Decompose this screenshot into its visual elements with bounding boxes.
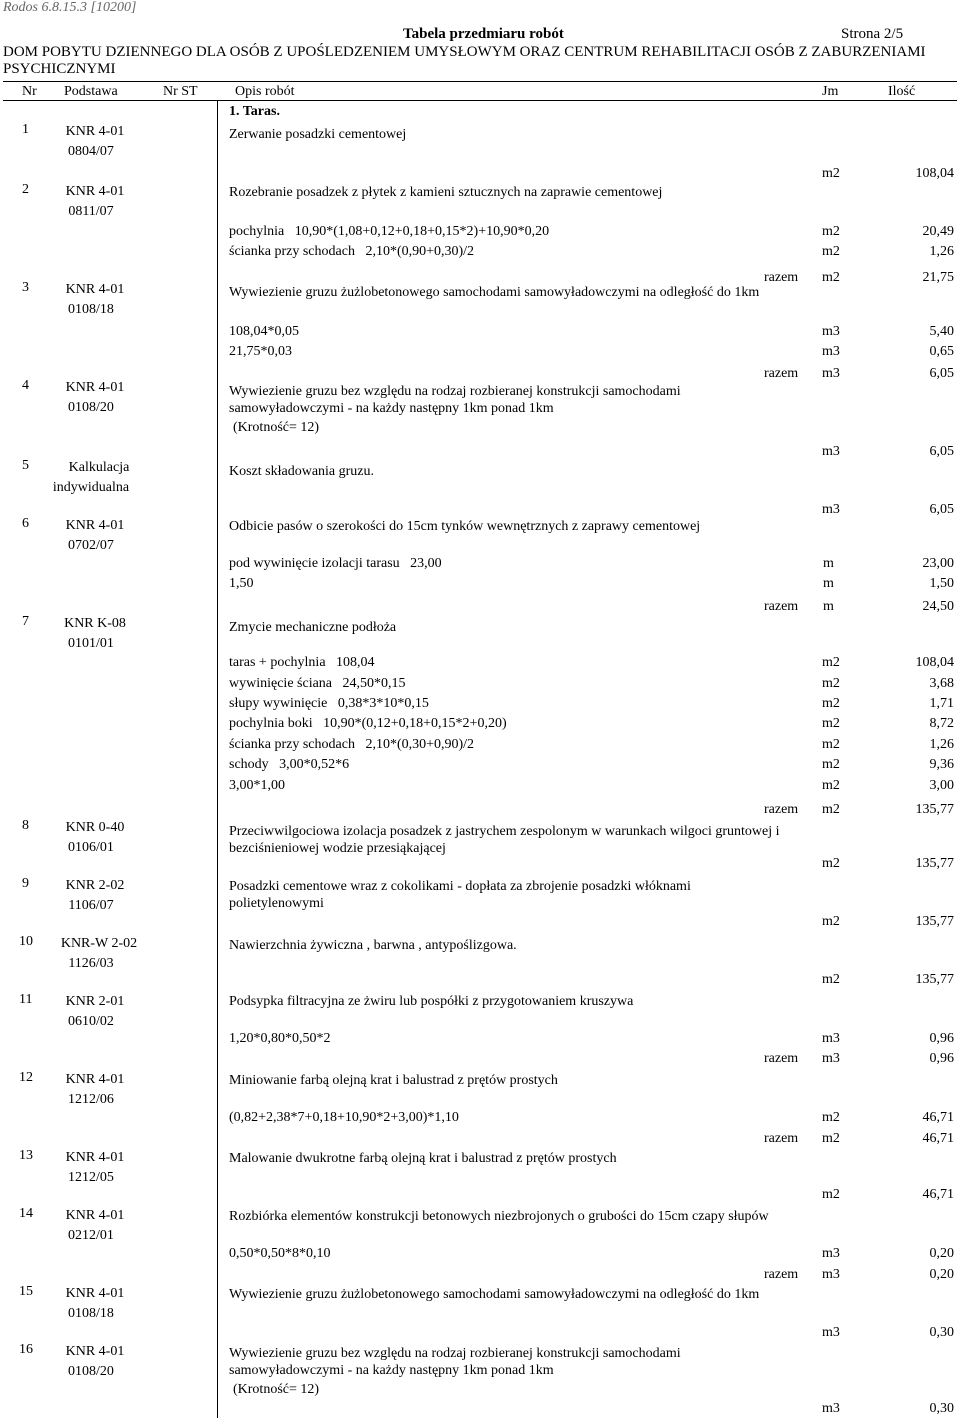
row-description: Posadzki cementowe wraz z cokolikami - dopłata za zbrojenie posadzki włóknami polietylenowymi bbox=[229, 879, 691, 911]
row-number: 3 bbox=[22, 280, 29, 295]
measurement-line: (0,82+2,38*7+0,18+10,90*2+3,00)*1,10 bbox=[229, 1110, 459, 1125]
unit: m3 bbox=[822, 502, 840, 517]
row-description: Odbicie pasów o szerokości do 15cm tynków wewnętrznych z zaprawy cementowej bbox=[229, 519, 701, 534]
page-number: Strona 2/5 bbox=[841, 26, 904, 42]
quantity: 135,77 bbox=[915, 802, 954, 817]
col-header-nr: Nr bbox=[22, 84, 37, 99]
row-basis-code: KNR 4-01 bbox=[65, 1286, 125, 1301]
row-number: 4 bbox=[22, 378, 29, 393]
row-basis-number: 1126/03 bbox=[68, 956, 114, 971]
measurement-line: ścianka przy schodach 2,10*(0,30+0,90)/2 bbox=[229, 737, 475, 752]
measurement-line: wywinięcie ściana 24,50*0,15 bbox=[229, 676, 406, 691]
unit: m3 bbox=[822, 344, 840, 359]
col-header-podstawa: Podstawa bbox=[64, 84, 118, 99]
row-description: Wywiezienie gruzu żużlobetonowego samochodami samowyładowczymi na odległość do 1km bbox=[229, 1287, 760, 1302]
row-basis-code: KNR 4-01 bbox=[65, 184, 125, 199]
header-bottom-rule bbox=[3, 100, 957, 101]
col-header-jm: Jm bbox=[822, 84, 839, 99]
measurement-line: pochylnia 10,90*(1,08+0,12+0,18+0,15*2)+10,90*0,20 bbox=[229, 224, 550, 239]
row-basis-number: 0610/02 bbox=[68, 1014, 114, 1029]
quantity: 6,05 bbox=[929, 444, 954, 459]
measurement-line: pod wywinięcie izolacji tarasu 23,00 bbox=[229, 556, 442, 571]
unit: m bbox=[823, 576, 834, 591]
col-header-nrst: Nr ST bbox=[163, 84, 198, 99]
unit: m2 bbox=[822, 737, 840, 752]
quantity: 1,50 bbox=[929, 576, 954, 591]
row-basis-code: KNR 2-01 bbox=[65, 994, 125, 1009]
row-description: Zerwanie posadzki cementowej bbox=[229, 127, 407, 142]
measurement-line: 1,50 bbox=[229, 576, 254, 591]
quantity: 108,04 bbox=[915, 166, 954, 181]
measurement-line: (Krotność= 12) bbox=[233, 420, 320, 435]
row-basis-number: 0101/01 bbox=[68, 636, 114, 651]
quantity: 8,72 bbox=[929, 716, 954, 731]
measurement-line: 1,20*0,80*0,50*2 bbox=[229, 1031, 331, 1046]
quantity: 0,30 bbox=[929, 1401, 954, 1416]
quantity: 24,50 bbox=[922, 599, 954, 614]
row-basis-number: 1212/05 bbox=[68, 1170, 114, 1185]
row-number: 2 bbox=[22, 182, 29, 197]
quantity: 0,65 bbox=[929, 344, 954, 359]
subtotal-label: razem bbox=[764, 599, 799, 614]
measurement-line: 108,04*0,05 bbox=[229, 324, 299, 339]
row-description: Zmycie mechaniczne podłoża bbox=[229, 620, 397, 635]
subtotal-label: razem bbox=[764, 366, 799, 381]
quantity: 0,20 bbox=[929, 1267, 954, 1282]
row-number: 5 bbox=[22, 458, 29, 473]
quantity: 46,71 bbox=[922, 1110, 954, 1125]
document-title: Tabela przedmiaru robót bbox=[403, 26, 564, 42]
row-description: Wywiezienie gruzu żużlobetonowego samochodami samowyładowczymi na odległość do 1km bbox=[229, 285, 760, 300]
quantity: 20,49 bbox=[922, 224, 954, 239]
unit: m2 bbox=[822, 1110, 840, 1125]
unit: m2 bbox=[822, 655, 840, 670]
subtotal-label: razem bbox=[764, 270, 799, 285]
measurement-line: 3,00*1,00 bbox=[229, 778, 285, 793]
measurement-line: pochylnia boki 10,90*(0,12+0,18+0,15*2+0,20) bbox=[229, 716, 507, 731]
row-number: 9 bbox=[22, 876, 29, 891]
measurement-line: taras + pochylnia 108,04 bbox=[229, 655, 375, 670]
col-header-opis: Opis robót bbox=[235, 84, 295, 99]
header-top-rule bbox=[3, 81, 957, 82]
row-basis-code: KNR 4-01 bbox=[65, 1344, 125, 1359]
row-basis-code: KNR 2-02 bbox=[65, 878, 125, 893]
row-basis-number: 1106/07 bbox=[68, 898, 114, 913]
unit: m2 bbox=[822, 270, 840, 285]
quantity: 5,40 bbox=[929, 324, 954, 339]
column-separator bbox=[217, 100, 218, 1418]
row-basis-number: 0702/07 bbox=[68, 538, 114, 553]
row-number: 6 bbox=[22, 516, 29, 531]
row-basis-number: 0106/01 bbox=[68, 840, 114, 855]
row-basis-number: 0108/20 bbox=[68, 400, 114, 415]
unit: m3 bbox=[822, 1246, 840, 1261]
unit: m3 bbox=[822, 1325, 840, 1340]
row-basis-number: 0811/07 bbox=[68, 204, 114, 219]
unit: m3 bbox=[822, 366, 840, 381]
quantity: 0,96 bbox=[929, 1031, 954, 1046]
row-basis-code: KNR 4-01 bbox=[65, 1150, 125, 1165]
row-number: 1 bbox=[22, 122, 29, 137]
row-basis-code: KNR 4-01 bbox=[65, 380, 125, 395]
row-description: Podsypka filtracyjna ze żwiru lub pospółki z przygotowaniem kruszywa bbox=[229, 994, 634, 1009]
unit: m2 bbox=[822, 778, 840, 793]
measurement-line: słupy wywinięcie 0,38*3*10*0,15 bbox=[229, 696, 429, 711]
unit: m3 bbox=[822, 1031, 840, 1046]
row-number: 16 bbox=[19, 1342, 33, 1357]
quantity: 1,71 bbox=[929, 696, 954, 711]
row-description: Wywiezienie gruzu bez względu na rodzaj rozbieranej konstrukcji samochodami samowyładowczymi - na każdy następny 1km ponad 1km bbox=[229, 384, 681, 416]
row-description: Rozebranie posadzek z płytek z kamieni sztucznych na zaprawie cementowej bbox=[229, 185, 663, 200]
measurement-line: ścianka przy schodach 2,10*(0,90+0,30)/2 bbox=[229, 244, 475, 259]
row-basis-number: 0108/20 bbox=[68, 1364, 114, 1379]
row-description: Przeciwwilgociowa izolacja posadzek z jastrychem zespolonym w warunkach wilgoci gruntowej i bezciśnieniowej wodzie przesiąkającej bbox=[229, 824, 780, 856]
quantity: 135,77 bbox=[915, 856, 954, 871]
row-basis-code: KNR 4-01 bbox=[65, 124, 125, 139]
quantity: 135,77 bbox=[915, 972, 954, 987]
measurement-line: (Krotność= 12) bbox=[233, 1382, 320, 1397]
row-number: 14 bbox=[19, 1206, 33, 1221]
row-number: 7 bbox=[22, 614, 29, 629]
unit: m2 bbox=[822, 716, 840, 731]
unit: m2 bbox=[822, 914, 840, 929]
quantity: 1,26 bbox=[929, 244, 954, 259]
unit: m2 bbox=[822, 1187, 840, 1202]
row-description: Malowanie dwukrotne farbą olejną krat i balustrad z prętów prostych bbox=[229, 1151, 617, 1166]
quantity: 9,36 bbox=[929, 757, 954, 772]
row-basis-number: 1212/06 bbox=[68, 1092, 114, 1107]
row-description: Nawierzchnia żywiczna , barwna , antypoślizgowa. bbox=[229, 938, 517, 953]
row-basis-number: indywidualna bbox=[52, 480, 130, 495]
row-number: 10 bbox=[19, 934, 33, 949]
row-basis-code: KNR-W 2-02 bbox=[60, 936, 138, 951]
unit: m2 bbox=[822, 802, 840, 817]
quantity: 135,77 bbox=[915, 914, 954, 929]
row-basis-code: KNR 4-01 bbox=[65, 282, 125, 297]
unit: m3 bbox=[822, 1267, 840, 1282]
quantity: 23,00 bbox=[922, 556, 954, 571]
measurement-line: schody 3,00*0,52*6 bbox=[229, 757, 350, 772]
unit: m bbox=[823, 599, 834, 614]
row-basis-number: 0212/01 bbox=[68, 1228, 114, 1243]
quantity: 0,96 bbox=[929, 1051, 954, 1066]
row-basis-number: 0804/07 bbox=[68, 144, 114, 159]
subtotal-label: razem bbox=[764, 1051, 799, 1066]
unit: m2 bbox=[822, 856, 840, 871]
unit: m2 bbox=[822, 1131, 840, 1146]
subtotal-label: razem bbox=[764, 1267, 799, 1282]
row-description: Wywiezienie gruzu bez względu na rodzaj rozbieranej konstrukcji samochodami samowyładowczymi - na każdy następny 1km ponad 1km bbox=[229, 1346, 681, 1378]
quantity: 3,00 bbox=[929, 778, 954, 793]
project-name: DOM POBYTU DZIENNEGO DLA OSÓB Z UPOŚLEDZENIEM UMYSŁOWYM ORAZ CENTRUM REHABILITACJI OSÓB Z ZABURZENIAMI PSYCHICZNYMI bbox=[3, 44, 926, 77]
measurement-line: 0,50*0,50*8*0,10 bbox=[229, 1246, 331, 1261]
quantity: 46,71 bbox=[922, 1131, 954, 1146]
unit: m2 bbox=[822, 696, 840, 711]
row-number: 11 bbox=[19, 992, 33, 1007]
row-basis-code: KNR 0-40 bbox=[65, 820, 125, 835]
unit: m2 bbox=[822, 972, 840, 987]
row-description: Rozbiórka elementów konstrukcji betonowych niezbrojonych o grubości do 15cm czapy słupów bbox=[229, 1209, 769, 1224]
row-basis-code: KNR 4-01 bbox=[65, 1072, 125, 1087]
quantity: 0,30 bbox=[929, 1325, 954, 1340]
quantity: 1,26 bbox=[929, 737, 954, 752]
unit: m2 bbox=[822, 166, 840, 181]
section-title: 1. Taras. bbox=[229, 104, 280, 119]
unit: m2 bbox=[822, 224, 840, 239]
quantity: 3,68 bbox=[929, 676, 954, 691]
unit: m3 bbox=[822, 324, 840, 339]
quantity: 0,20 bbox=[929, 1246, 954, 1261]
quantity: 21,75 bbox=[922, 270, 954, 285]
row-number: 12 bbox=[19, 1070, 33, 1085]
row-number: 13 bbox=[19, 1148, 33, 1163]
row-basis-code: KNR K-08 bbox=[64, 616, 126, 631]
row-basis-number: 0108/18 bbox=[68, 1306, 114, 1321]
quantity: 6,05 bbox=[929, 366, 954, 381]
subtotal-label: razem bbox=[764, 1131, 799, 1146]
measurement-line: 21,75*0,03 bbox=[229, 344, 292, 359]
unit: m2 bbox=[822, 244, 840, 259]
unit: m3 bbox=[822, 1401, 840, 1416]
row-number: 8 bbox=[22, 818, 29, 833]
unit: m3 bbox=[822, 1051, 840, 1066]
subtotal-label: razem bbox=[764, 802, 799, 817]
row-description: Miniowanie farbą olejną krat i balustrad z prętów prostych bbox=[229, 1073, 558, 1088]
quantity: 46,71 bbox=[922, 1187, 954, 1202]
row-basis-code: Kalkulacja bbox=[68, 460, 130, 475]
row-basis-code: KNR 4-01 bbox=[65, 1208, 125, 1223]
unit: m bbox=[823, 556, 834, 571]
row-number: 15 bbox=[19, 1284, 33, 1299]
row-basis-number: 0108/18 bbox=[68, 302, 114, 317]
row-basis-code: KNR 4-01 bbox=[65, 518, 125, 533]
quantity: 108,04 bbox=[915, 655, 954, 670]
unit: m2 bbox=[822, 757, 840, 772]
unit: m3 bbox=[822, 444, 840, 459]
col-header-ilosc: Ilość bbox=[888, 84, 916, 99]
app-version: Rodos 6.8.15.3 [10200] bbox=[3, 0, 137, 15]
quantity: 6,05 bbox=[929, 502, 954, 517]
unit: m2 bbox=[822, 676, 840, 691]
row-description: Koszt składowania gruzu. bbox=[229, 464, 375, 479]
